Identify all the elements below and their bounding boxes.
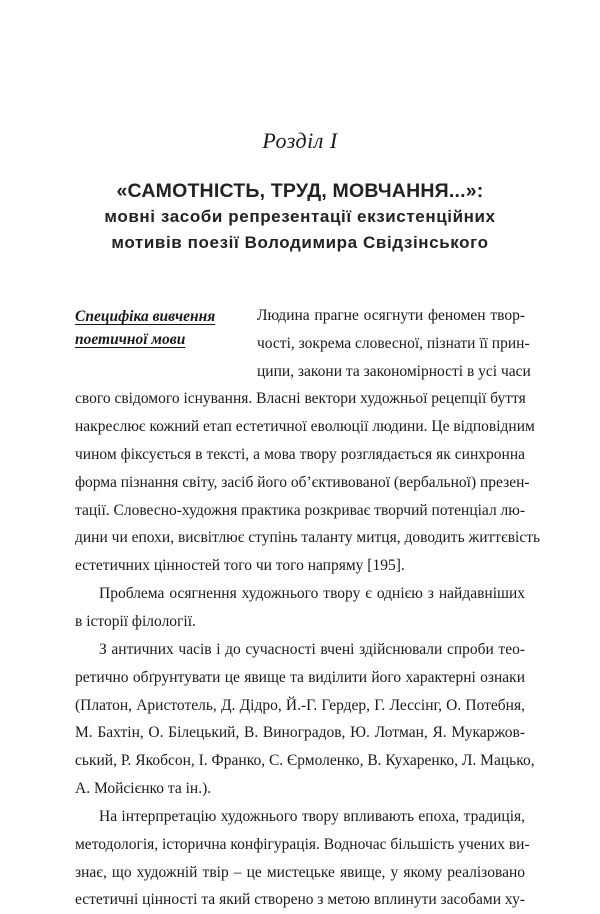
text-line: методологія, історична конфігурація. Водночас більшість учених ви- [75, 835, 530, 853]
text-line: естетичні цінності та який створено з метою вплинути засобами ху- [75, 891, 525, 909]
text-line: тації. Словесно-художня практика розкриває творчий потенціал лю- [75, 501, 526, 519]
text-line: Проблема осягнення художнього твору є однією з найдавніших [99, 585, 525, 602]
paragraph-1 [75, 302, 541, 580]
paragraph-2 [75, 580, 525, 636]
text-line: в історії філології. [75, 612, 196, 630]
chapter-label: Розділ I [262, 128, 338, 153]
chapter-title-main: «САМОТНІСТЬ, ТРУД, МОВЧАННЯ...»: [116, 180, 484, 202]
text-line: ретично обґрунтувати це явище та виділити його характерні ознаки [75, 668, 525, 686]
text-line: А. Мойсієнко та ін.). [75, 779, 212, 797]
text-line: З античних часів і до сучасності вчені здійснювали спроби тео- [99, 641, 525, 658]
text-line: форма пізнання світу, засіб його об’єктивованої (вербальної) презен- [75, 473, 530, 491]
text-line: Людина прагне осягнути феномен твор- [257, 307, 525, 324]
text-line: чином фіксується в тексті, а мова твору розглядається як синхронна [75, 445, 525, 463]
text-line: естетичних цінностей того чи того напряму [195]. [75, 557, 405, 575]
text-line: На інтерпретацію художнього твору впливають епоха, традиція, [99, 808, 525, 825]
chapter-title [75, 178, 525, 256]
section-heading-line-1: Специфіка вивчення [75, 308, 216, 325]
paragraph-4 [75, 803, 530, 914]
section-heading-line-2: поетичної мови [75, 331, 186, 348]
text-line: ципи, закони та закономірності в усі часи [257, 362, 531, 380]
text-line: чості, зокрема словесної, пізнати її прин- [257, 334, 530, 352]
chapter-title-subtitle-line-2: мотивів поезії Володимира Свідзінського [111, 233, 489, 252]
text-line: (Платон, Аристотель, Д. Дідро, Й.-Г. Гердер, Г. Лессінг, О. Потебня, [75, 696, 525, 714]
text-line: ський, Р. Якобсон, І. Франко, С. Єрмоленко, В. Кухаренко, Л. Мацько, [75, 752, 535, 770]
text-line: М. Бахтін, О. Білецький, В. Виноградов, Ю. Лотман, Я. Мукаржов- [75, 724, 525, 742]
text-line: знає, що художній твір – це мистецьке явище, у якому реалізовано [75, 863, 525, 881]
text-line: свого свідомого існування. Власні вектори художньої рецепції буття [75, 390, 526, 408]
text-line: накреслює кожний етап естетичної еволюції людини. Це відповідним [75, 418, 535, 436]
chapter-title-subtitle-line-1: мовні засоби репрезентації екзистенційних [104, 207, 496, 226]
text-line: дини чи епохи, висвітлює ступінь таланту митця, доводить життєвість [75, 529, 541, 547]
paragraph-3 [75, 636, 535, 803]
